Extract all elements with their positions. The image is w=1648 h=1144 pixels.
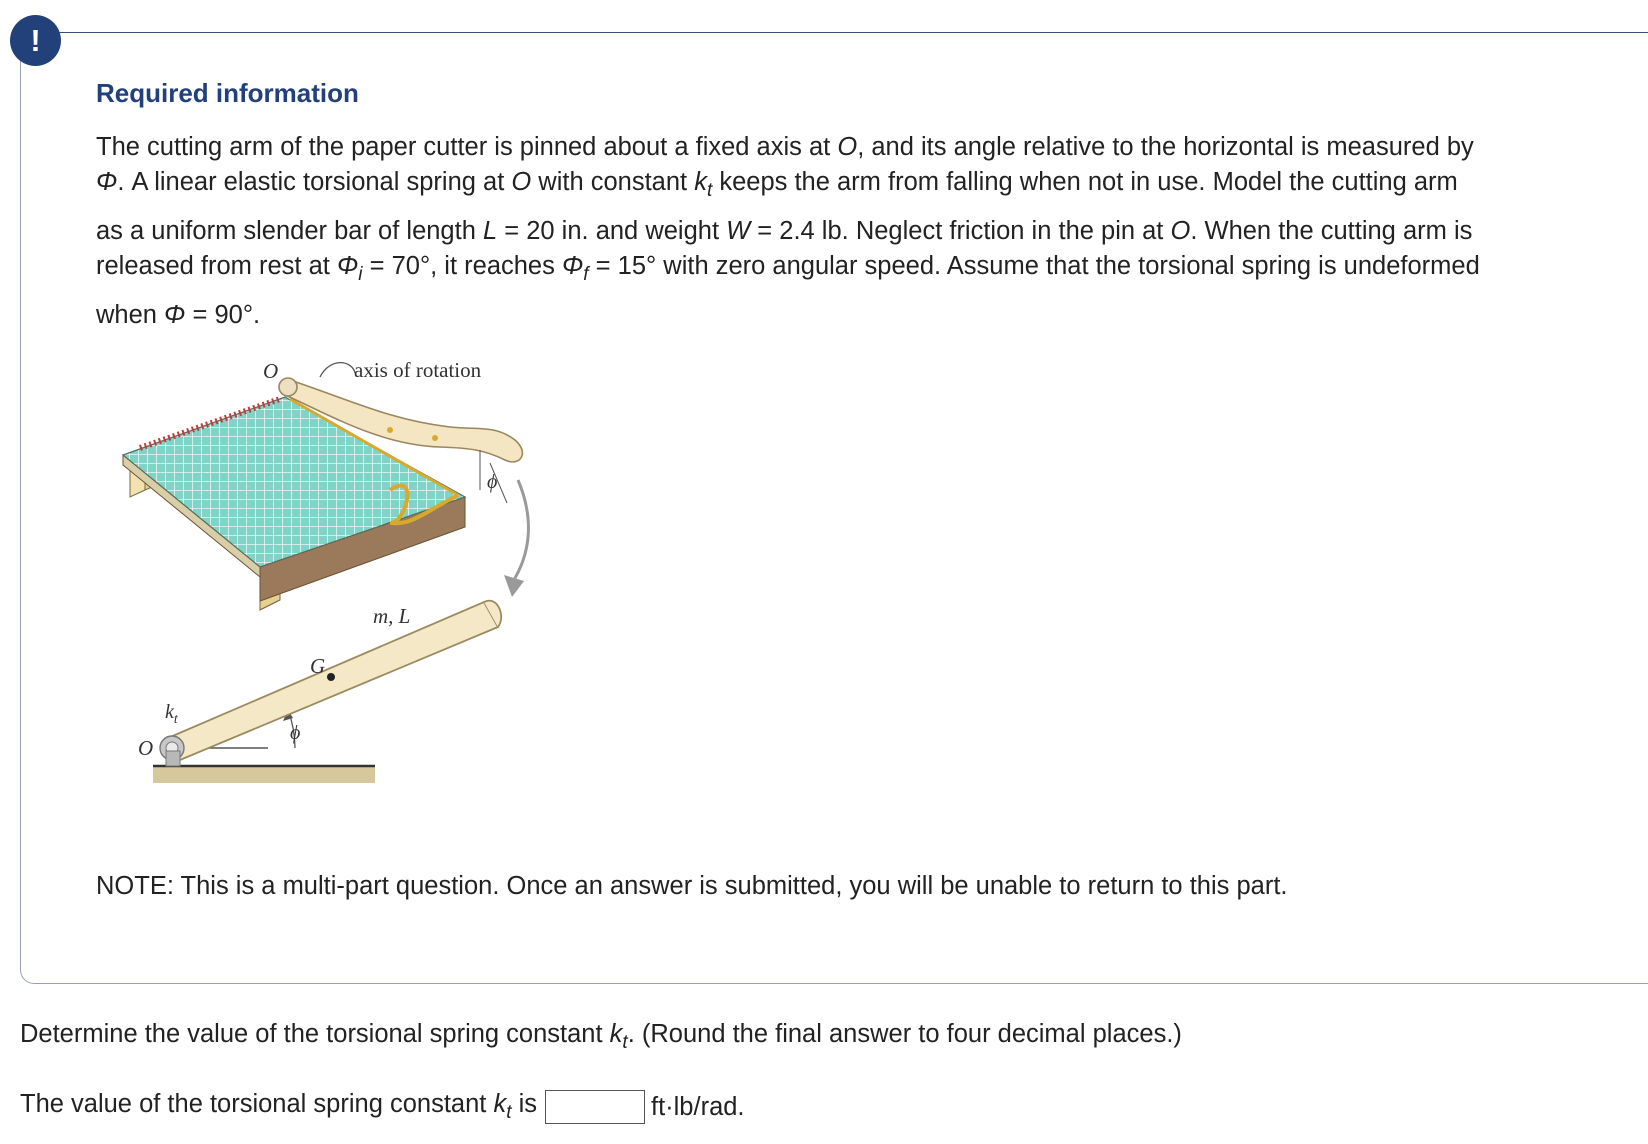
required-info-title: Required information <box>96 78 359 108</box>
label-O-bottom: O <box>138 736 154 760</box>
question-text: Determine the value of the torsional spring constant $k_t$. (Round the final answer to four decimal places.) <box>20 1020 1182 1053</box>
problem-statement: The cutting arm of the paper cutter is pinned about a fixed axis at O, and its angle relative to the horizontal is measured by Φ. A linear elastic torsional spring at O with constant $k_t$ keeps the arm from falling when not in use. Model the cutting arm as a uniform slender bar of length L = 20 in. and weight W = 2.4 lb. Neglect friction in the pin at O. When the cutting arm is released from rest at $\Phi_i = 70^\circ$, it reaches $\Phi_f = 15^\circ$ with zero angular speed. Assume that the torsional spring is undeformed when Φ = 90°. <box>96 133 1480 329</box>
answer-input[interactable] <box>545 1090 645 1124</box>
kt-label: $k_t$ <box>165 701 178 727</box>
answer-unit: ft·lb/rad. <box>650 1092 745 1121</box>
label-O-top: O <box>263 359 279 383</box>
mL-label: m, L <box>373 604 411 628</box>
answer-row <box>20 1090 745 1124</box>
phi-label-bottom: ϕ <box>290 722 301 744</box>
paper-cutter-figure <box>120 355 680 835</box>
axis-of-rotation-label: axis of rotation <box>354 358 482 382</box>
note-text: NOTE: This is a multi-part question. Once an answer is submitted, you will be unable to return to this part. <box>96 872 1288 900</box>
bar-model <box>153 601 501 783</box>
G-label: G <box>310 654 326 678</box>
answer-prompt: The value of the torsional spring constant $k_t$ is <box>20 1090 537 1123</box>
exclamation-icon: ! <box>10 15 61 66</box>
phi-label-top: ϕ <box>487 471 498 493</box>
